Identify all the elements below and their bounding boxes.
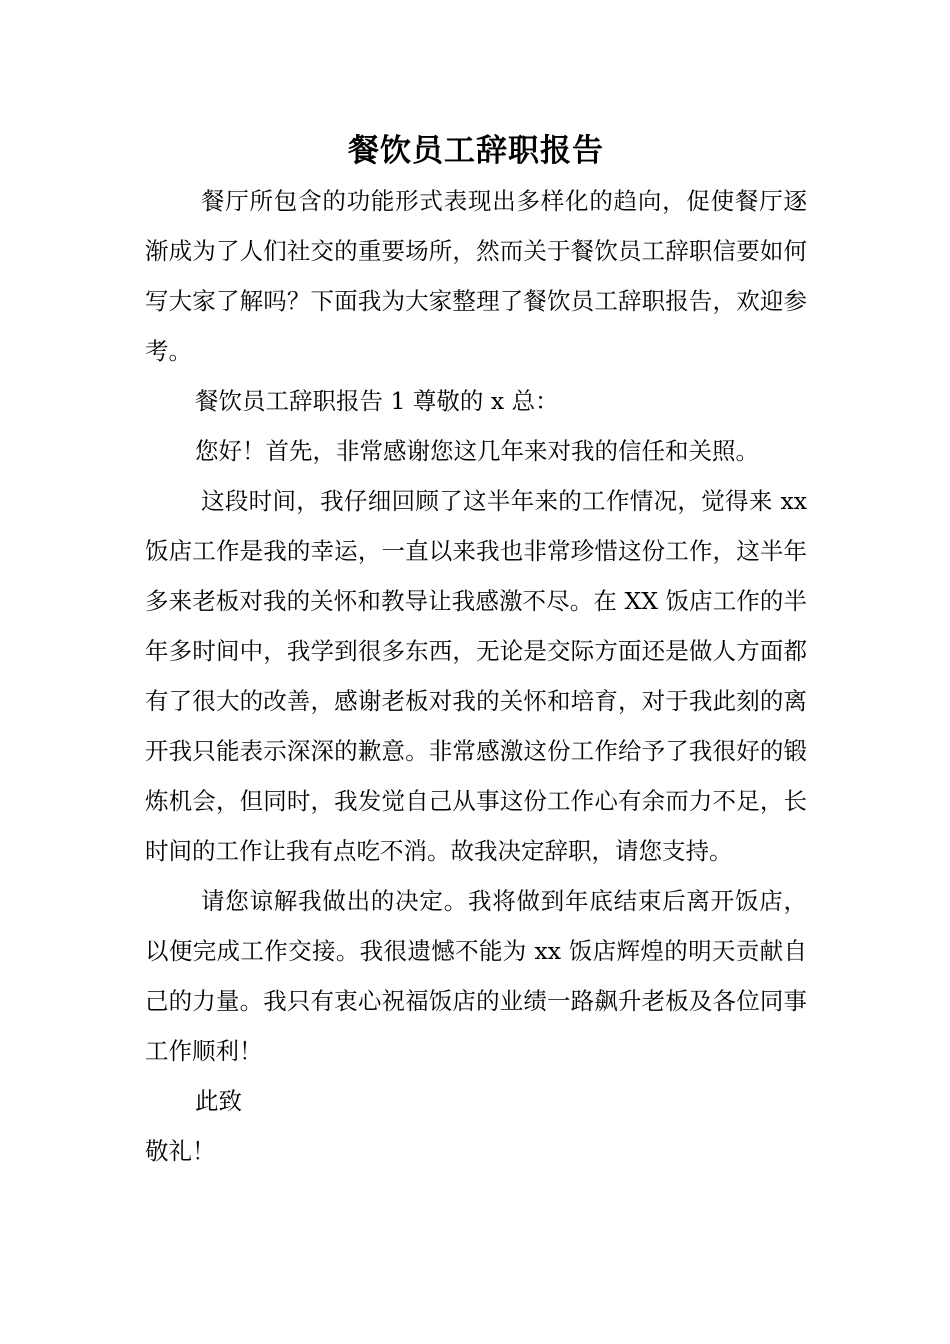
salutation-line: 餐饮员工辞职报告 1 尊敬的 x 总： — [195, 387, 559, 415]
greeting-paragraph: 您好！首先，非常感谢您这几年来对我的信任和关照。 — [195, 437, 759, 465]
closing-line: 此致 — [195, 1087, 242, 1115]
body-paragraph: 这段时间，我仔细回顾了这半年来的工作情况，觉得来 xx 饭店工作是我的幸运，一直以来我也非常珍惜这份工作，这半年多来老板对我的关怀和教导让我感激不尽。在 XX 饭店工作的半年多时间中，我学到很多东西，无论是交际方面还是做人方面都有了很大的改善，感谢老板对我的关怀和培育，对于我此刻的离开我只能表示深深的歉意。非常感激这份工作给予了我很好的锻炼机会，但同时，我发觉自己从事这份工作心有余而力不足，长时间的工作让我有点吃不消。故我决定辞职，请您支持。 — [145, 487, 807, 865]
intro-paragraph: 餐厅所包含的功能形式表现出多样化的趋向，促使餐厅逐渐成为了人们社交的重要场所，然而关于餐饮员工辞职信要如何写大家了解吗？下面我为大家整理了餐饮员工辞职报告，欢迎参考。 — [145, 187, 807, 365]
document-title: 餐饮员工辞职报告 — [348, 133, 604, 169]
document-body — [145, 126, 807, 1176]
body-paragraph: 请您谅解我做出的决定。我将做到年底结束后离开饭店，以便完成工作交接。我很遗憾不能为 xx 饭店辉煌的明天贡献自己的力量。我只有衷心祝福饭店的业绩一路飙升老板及各位同事工作顺利！ — [145, 887, 807, 1065]
regards-line: 敬礼！ — [145, 1137, 216, 1165]
